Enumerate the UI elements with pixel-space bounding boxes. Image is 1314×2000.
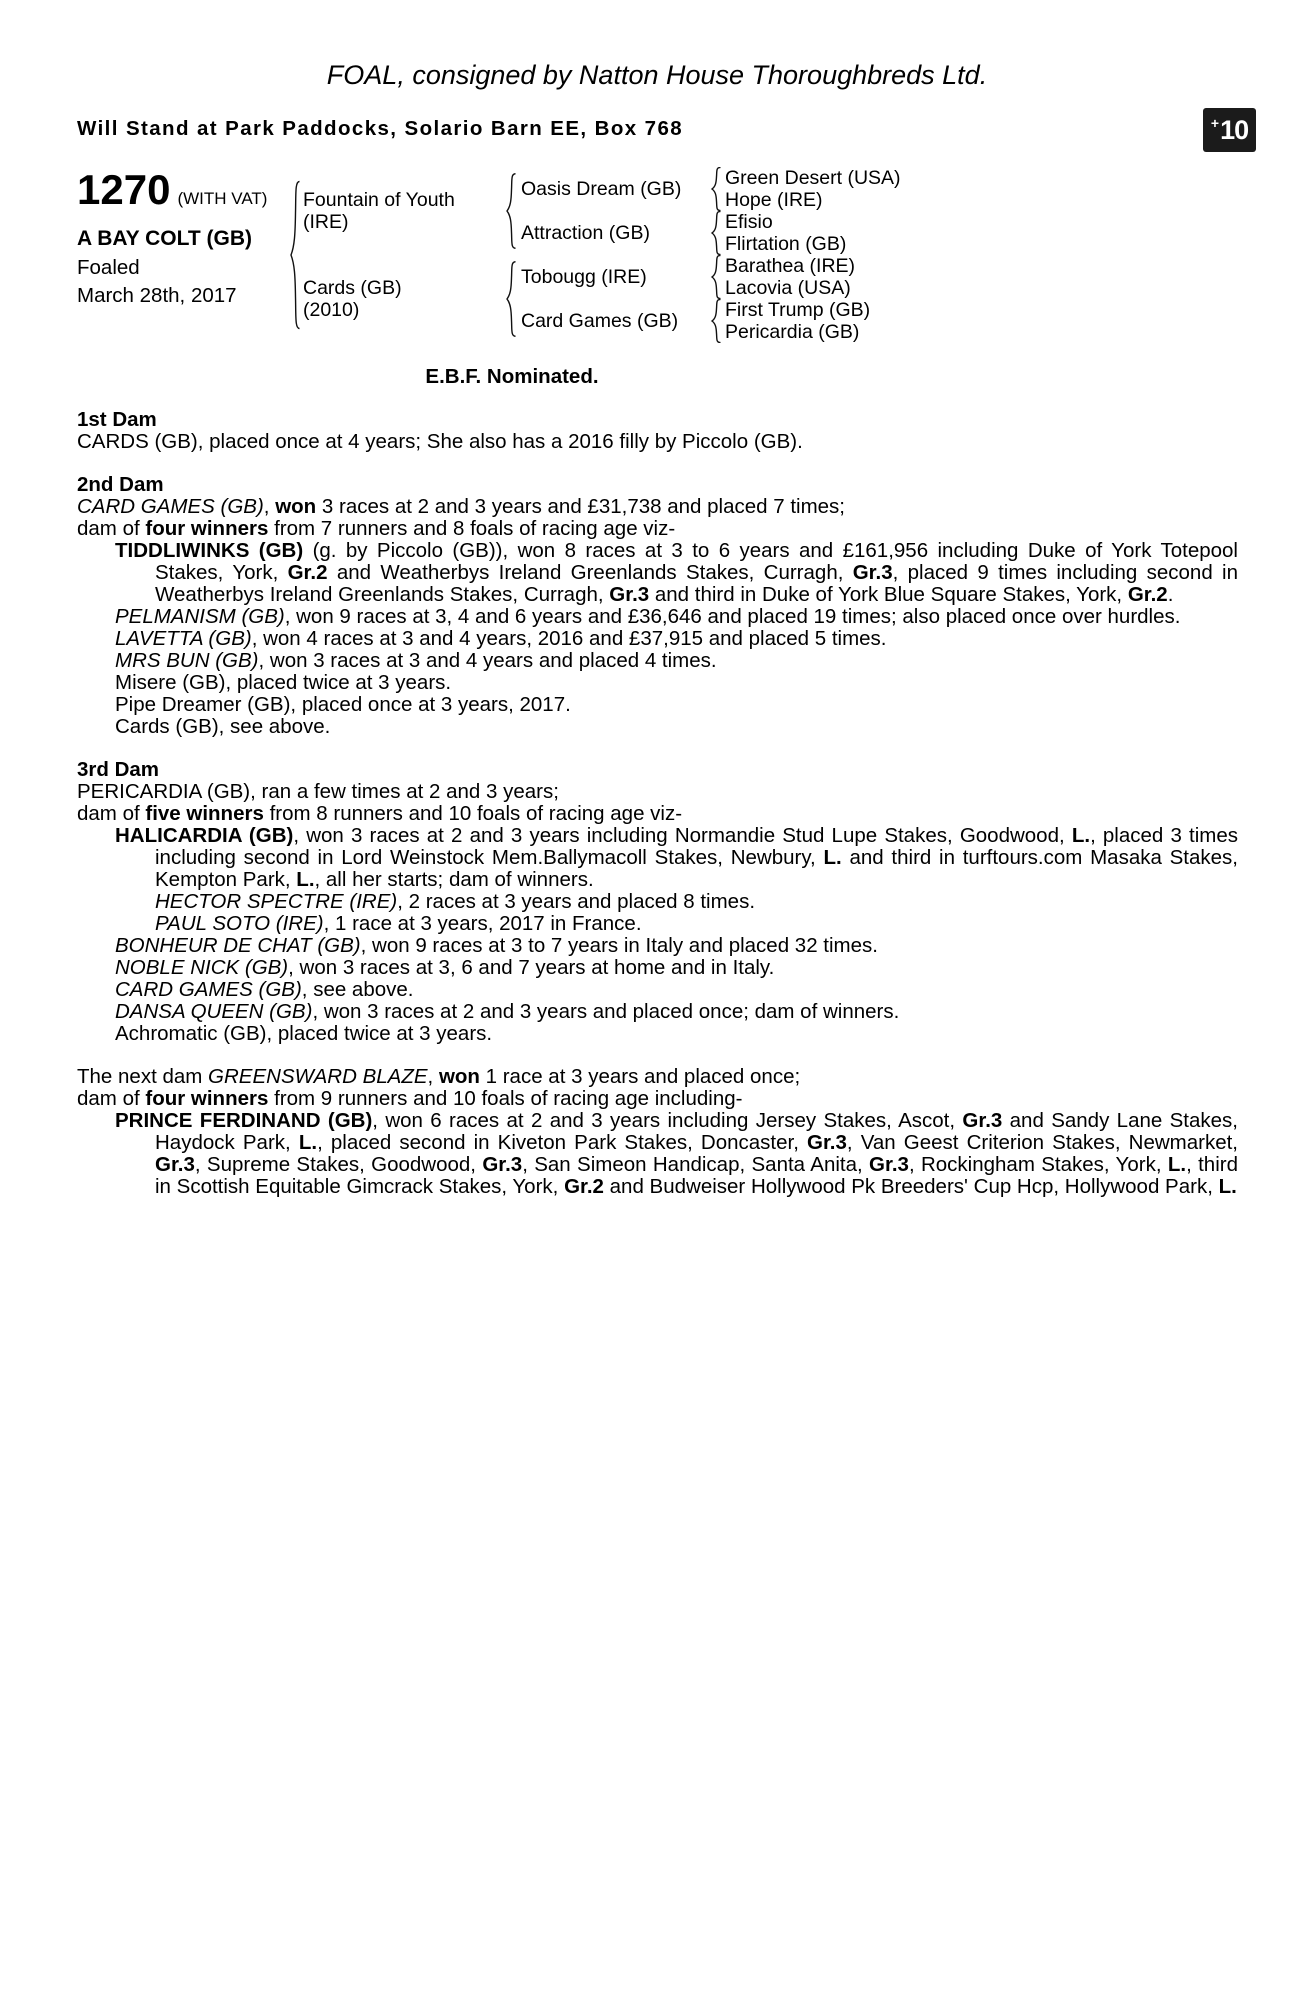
paragraph: PELMANISM (GB), won 9 races at 3, 4 and 6 years and £36,646 and placed 19 times; also placed once over hurdles. — [115, 605, 1181, 628]
pedigree-section — [77, 409, 1238, 453]
paragraph: CARD GAMES (GB), see above. — [115, 978, 414, 1001]
sale-badge — [1203, 108, 1256, 152]
foaled-date: March 28th, 2017 — [77, 284, 237, 307]
paragraph: dam of five winners from 8 runners and 10 foals of racing age viz- — [77, 802, 683, 825]
paragraph: Achromatic (GB), placed twice at 3 years. — [115, 1022, 493, 1045]
sire-suffix: (IRE) — [303, 211, 349, 233]
vat-note: (WITH VAT) — [177, 189, 268, 208]
dam-name: Cards (GB) — [303, 277, 402, 299]
sire-sire-dam-name: Hope (IRE) — [725, 189, 823, 211]
dam-dam-name: Card Games (GB) — [521, 310, 679, 332]
badge-plus-icon: + — [1210, 115, 1220, 131]
pedigree-table — [287, 167, 975, 343]
sire-name: Fountain of Youth — [303, 189, 455, 211]
paragraph: Misere (GB), placed twice at 3 years. — [115, 671, 452, 694]
paragraph: CARDS (GB), placed once at 4 years; She also has a 2016 filly by Piccolo (GB). — [77, 430, 803, 453]
paragraph: PERICARDIA (GB), ran a few times at 2 and 3 years; — [77, 780, 559, 803]
brace-gen3-icon — [707, 167, 725, 211]
paragraph: NOBLE NICK (GB), won 3 races at 3, 6 and 7 years at home and in Italy. — [115, 956, 775, 979]
dam-suffix: (2010) — [303, 299, 360, 321]
brace-gen3-icon — [707, 255, 725, 299]
horse-description: A BAY COLT (GB) — [77, 227, 253, 250]
sire-sire-sire-name: Green Desert (USA) — [725, 167, 901, 189]
catalogue-body — [77, 409, 1238, 1198]
ebf-nominated: E.B.F. Nominated. — [425, 365, 599, 388]
section-heading: 2nd Dam — [77, 473, 164, 496]
paragraph: Cards (GB), see above. — [115, 715, 331, 738]
dam-dam-sire-name: First Trump (GB) — [725, 299, 871, 321]
brace-gen1-icon — [287, 167, 303, 343]
brace-sire-parents-icon — [501, 167, 521, 255]
paragraph: Pipe Dreamer (GB), placed once at 3 years, 2017. — [115, 693, 571, 716]
paragraph: CARD GAMES (GB), won 3 races at 2 and 3 years and £31,738 and placed 7 times; — [77, 495, 845, 518]
dam-sire-sire-name: Barathea (IRE) — [725, 255, 856, 277]
dam-sire-name: Tobougg (IRE) — [521, 266, 647, 288]
section-heading: 3rd Dam — [77, 758, 160, 781]
dam-sire-dam-name: Lacovia (USA) — [725, 277, 851, 299]
paragraph: PRINCE FERDINAND (GB), won 6 races at 2 and 3 years including Jersey Stakes, Ascot, Gr.3 and Sandy Lane Stakes, Haydock Park, L., placed second in Kiveton Park Stakes, Doncaster, Gr.3, Van Geest Criterion Stakes, Newmarket, Gr.3, Supreme Stakes, Goodwood, Gr.3, San Simeon Handicap, Santa Anita, Gr.3, Rockingham Stakes, York, L., third in Scottish Equitable Gimcrack Stakes, York, Gr.2 and Budweiser Hollywood Pk Breeders' Cup Hcp, Hollywood Park, L. — [115, 1109, 1238, 1198]
lot-block — [77, 166, 289, 307]
paragraph: MRS BUN (GB), won 3 races at 3 and 4 years and placed 4 times. — [115, 649, 717, 672]
brace-gen3-icon — [707, 211, 725, 255]
paragraph: PAUL SOTO (IRE), 1 race at 3 years, 2017 in France. — [155, 912, 642, 935]
badge-number: 10 — [1220, 114, 1249, 145]
sire-dam-sire-name: Efisio — [725, 211, 773, 233]
paragraph: BONHEUR DE CHAT (GB), won 9 races at 3 to 7 years in Italy and placed 32 times. — [115, 934, 878, 957]
pedigree-section — [77, 1066, 1238, 1198]
foaled-label: Foaled — [77, 256, 140, 279]
stand-location: Will Stand at Park Paddocks, Solario Barn EE, Box 768 — [77, 117, 684, 140]
brace-dam-parents-icon — [501, 255, 521, 343]
paragraph: LAVETTA (GB), won 4 races at 3 and 4 years, 2016 and £37,915 and placed 5 times. — [115, 627, 887, 650]
dam-dam-dam-name: Pericardia (GB) — [725, 321, 860, 343]
lot-number: 1270 — [77, 166, 171, 213]
pedigree-section — [77, 759, 1238, 1045]
sire-sire-name: Oasis Dream (GB) — [521, 178, 682, 200]
pedigree-section — [77, 474, 1238, 738]
brace-gen3-icon — [707, 299, 725, 343]
paragraph: HALICARDIA (GB), won 3 races at 2 and 3 years including Normandie Stud Lupe Stakes, Goodwood, L., placed 3 times including second in Lord Weinstock Mem.Ballymacoll Stakes, Newbury, L. and third in turftours.com Masaka Stakes, Kempton Park, L., all her starts; dam of winners. — [115, 824, 1238, 891]
paragraph: dam of four winners from 9 runners and 10 foals of racing age including- — [77, 1087, 743, 1110]
consignor-line: FOAL, consigned by Natton House Thoroughbreds Ltd. — [326, 60, 988, 90]
sire-dam-dam-name: Flirtation (GB) — [725, 233, 847, 255]
pedigree-block — [77, 167, 1238, 359]
paragraph: The next dam GREENSWARD BLAZE, won 1 race at 3 years and placed once; — [77, 1065, 801, 1088]
paragraph: DANSA QUEEN (GB), won 3 races at 2 and 3 years and placed once; dam of winners. — [115, 1000, 900, 1023]
paragraph: TIDDLIWINKS (GB) (g. by Piccolo (GB)), won 8 races at 3 to 6 years and £161,956 including Duke of York Totepool Stakes, York, Gr.2 and Weatherbys Ireland Greenlands Stakes, Curragh, Gr.3, placed 9 times including second in Weatherbys Ireland Greenlands Stakes, Curragh, Gr.3 and third in Duke of York Blue Square Stakes, York, Gr.2. — [115, 539, 1238, 606]
section-heading: 1st Dam — [77, 408, 157, 431]
sire-cell — [303, 167, 501, 255]
paragraph: HECTOR SPECTRE (IRE), 2 races at 3 years and placed 8 times. — [155, 890, 756, 913]
sire-dam-name: Attraction (GB) — [521, 222, 650, 244]
paragraph: dam of four winners from 7 runners and 8 foals of racing age viz- — [77, 517, 676, 540]
dam-cell — [303, 255, 501, 343]
